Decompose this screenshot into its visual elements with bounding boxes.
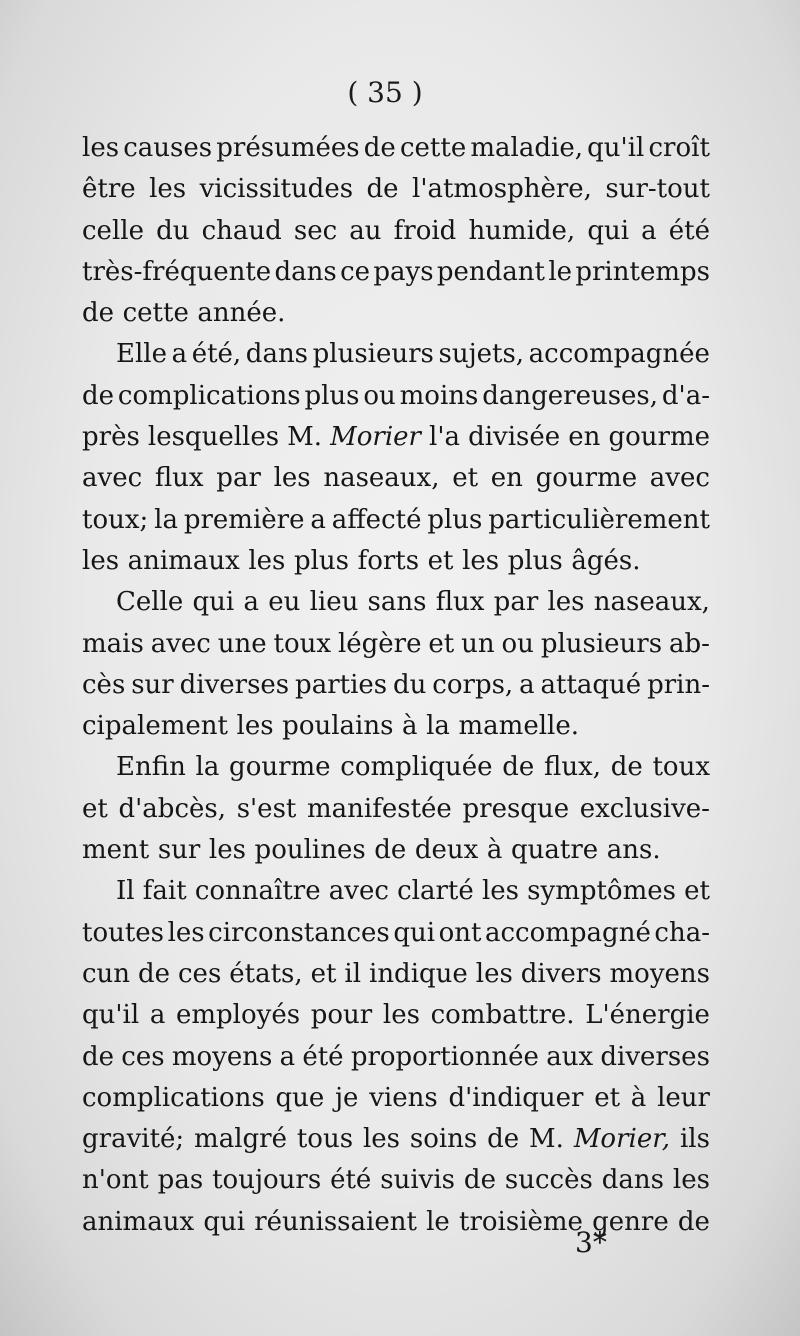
word: par	[216, 463, 261, 494]
word: deux	[414, 835, 479, 866]
word: par	[493, 587, 539, 618]
word: moyens	[171, 1041, 273, 1072]
word: Morier,	[573, 1124, 671, 1155]
word: un	[461, 628, 495, 659]
word: et	[452, 463, 479, 494]
word: moins	[399, 380, 479, 411]
word: de	[374, 835, 407, 866]
word: diverses	[179, 669, 290, 700]
word: une	[217, 628, 267, 659]
word: flux	[435, 587, 485, 618]
text-line	[82, 995, 710, 1036]
word: l'atmosphère,	[412, 174, 592, 205]
word: ce	[340, 256, 371, 287]
text-line	[82, 252, 710, 293]
word: plus	[304, 380, 360, 411]
word: ont	[438, 917, 482, 948]
word: flux,	[544, 752, 602, 783]
text-line	[82, 1078, 710, 1119]
word: aux	[546, 1041, 594, 1072]
word: Elle	[116, 339, 167, 370]
word: ment	[82, 835, 150, 866]
word: celle	[82, 215, 144, 246]
word: été,	[191, 339, 242, 370]
word: cette	[122, 298, 189, 329]
word: Il	[116, 876, 135, 907]
word: de	[363, 133, 396, 163]
text-line	[82, 376, 710, 417]
word: qu'il	[82, 1000, 140, 1031]
word: la	[426, 711, 450, 742]
word: de	[82, 1041, 115, 1072]
word: en	[490, 463, 523, 494]
word: les	[167, 917, 205, 948]
word: compliquée	[340, 752, 493, 783]
word: cès	[82, 669, 126, 700]
word: de	[610, 752, 643, 783]
word: qui	[192, 587, 235, 618]
word: de	[502, 752, 535, 783]
word: les	[547, 587, 585, 618]
word: légère	[337, 628, 422, 659]
page-number: ( 35 )	[347, 76, 423, 109]
word: la	[154, 504, 178, 535]
word: naseaux,	[323, 463, 440, 494]
body-text	[82, 128, 710, 1243]
word: pays	[373, 256, 434, 287]
word: à	[630, 1082, 647, 1113]
word: cun	[82, 958, 131, 989]
word: les	[82, 133, 120, 163]
word: clarté	[397, 876, 474, 907]
word: employés	[176, 1000, 301, 1031]
word: les	[273, 463, 311, 494]
word: d'abcès,	[118, 793, 227, 824]
word: réunissaient	[254, 1206, 417, 1237]
word: gourme	[229, 752, 331, 783]
word: sans	[367, 587, 427, 618]
word: symptômes	[527, 876, 676, 907]
text-line	[82, 334, 710, 375]
word: toux;	[82, 504, 149, 535]
word: de	[82, 298, 115, 329]
word: suivis	[380, 1165, 455, 1196]
word: circonstances	[208, 917, 390, 948]
word: accompagnée	[528, 339, 710, 370]
word: d'a-	[661, 380, 710, 411]
word: au	[349, 215, 382, 246]
text-line	[82, 582, 710, 623]
word: avec	[328, 876, 389, 907]
text-line	[82, 913, 710, 954]
word: a	[243, 587, 259, 618]
word: les	[248, 545, 286, 576]
word: soins	[409, 1124, 478, 1155]
word: qui	[587, 215, 630, 246]
word: M.	[529, 1124, 564, 1155]
word: affecté	[331, 504, 422, 535]
word: plus	[507, 545, 563, 576]
word: pendant	[436, 256, 545, 287]
word: troisième	[459, 1206, 583, 1237]
word: être	[82, 174, 136, 205]
word: près	[82, 422, 140, 453]
word: première	[183, 504, 305, 535]
word: plusieurs	[540, 628, 663, 659]
word: connaître	[194, 876, 321, 907]
word: lieu	[309, 587, 359, 618]
word: ces	[121, 1041, 165, 1072]
word: à	[402, 711, 418, 742]
word: attaqué	[540, 669, 642, 700]
word: divisée	[468, 422, 561, 453]
word: gourme	[608, 422, 710, 453]
word: vicissitudes	[199, 174, 354, 205]
word: parties	[295, 669, 388, 700]
word: pas	[157, 1165, 204, 1196]
word: divers	[520, 958, 602, 989]
text-line	[82, 706, 710, 747]
word: diverses	[600, 1041, 710, 1072]
text-line	[82, 1119, 710, 1160]
word: proportionnée	[350, 1041, 539, 1072]
word: qu'il	[587, 133, 645, 163]
word: a	[641, 215, 657, 246]
word: chaud	[201, 215, 282, 246]
word: forts	[357, 545, 420, 576]
word: toux	[652, 752, 710, 783]
word: de	[82, 380, 115, 411]
word: n'ont	[82, 1165, 149, 1196]
word: le	[548, 256, 573, 287]
word: ab-	[668, 628, 710, 659]
word: Morier	[330, 422, 421, 453]
text-line	[82, 541, 710, 582]
word: avec	[82, 463, 143, 494]
word: cette	[399, 133, 467, 163]
word: cipalement	[82, 711, 228, 742]
word: genre	[592, 1206, 669, 1237]
word: a	[279, 1041, 296, 1072]
word: avec	[649, 463, 710, 494]
word: à	[486, 835, 503, 866]
word: les	[475, 958, 513, 989]
word: les	[236, 711, 274, 742]
word: les	[208, 835, 246, 866]
word: en	[568, 422, 601, 453]
text-line	[82, 871, 710, 912]
word: froid	[393, 215, 457, 246]
word: a	[149, 1000, 166, 1031]
word: viens	[369, 1082, 438, 1113]
word: été	[668, 215, 710, 246]
word: et	[684, 876, 710, 907]
word: fait	[142, 876, 187, 907]
word: toux	[273, 628, 332, 659]
word: et	[428, 628, 455, 659]
word: cha-	[654, 917, 710, 948]
word: et	[310, 958, 337, 989]
word: de	[487, 1124, 520, 1155]
word: combattre.	[430, 1000, 575, 1031]
word: pour	[310, 1000, 373, 1031]
word: mais	[82, 628, 144, 659]
word: manifestée	[307, 793, 452, 824]
word: les	[82, 545, 120, 576]
word: les	[672, 1165, 710, 1196]
word: Celle	[116, 587, 184, 618]
word: âgés.	[571, 545, 641, 576]
word: plus	[427, 504, 483, 535]
text-line	[82, 211, 710, 252]
text-line	[82, 789, 710, 830]
word: été	[302, 1041, 344, 1072]
word: gourme	[535, 463, 638, 494]
word: particulièrement	[488, 504, 710, 535]
word: a	[310, 504, 326, 535]
word: ans.	[606, 835, 661, 866]
word: a	[519, 669, 535, 700]
word: animaux	[82, 1206, 195, 1237]
word: présumées	[216, 133, 360, 163]
word: printemps	[575, 256, 710, 287]
word: les	[149, 174, 187, 205]
text-line	[82, 128, 710, 169]
word: moyens	[609, 958, 710, 989]
text-line	[82, 954, 710, 995]
word: humide,	[468, 215, 576, 246]
word: je	[335, 1082, 359, 1113]
word: leur	[657, 1082, 710, 1113]
word: le	[426, 1206, 450, 1237]
text-line	[82, 747, 710, 788]
word: les	[382, 1000, 420, 1031]
word: de	[463, 1165, 496, 1196]
word: mamelle.	[458, 711, 579, 742]
word: ces	[178, 958, 222, 989]
word: succès	[504, 1165, 593, 1196]
word: plusieurs	[312, 339, 434, 370]
word: sur	[131, 669, 174, 700]
word: année.	[197, 298, 286, 329]
word: exclusive-	[579, 793, 710, 824]
word: il	[344, 958, 362, 989]
text-line	[82, 1160, 710, 1201]
word: qui	[203, 1206, 246, 1237]
word: maladie,	[470, 133, 583, 163]
word: que	[275, 1082, 325, 1113]
word: poulains	[282, 711, 394, 742]
word: les	[462, 545, 500, 576]
word: états,	[229, 958, 303, 989]
word: croît	[648, 133, 710, 163]
word: ils	[679, 1124, 710, 1155]
word: de	[366, 174, 399, 205]
text-line	[82, 500, 710, 541]
word: dans	[245, 339, 309, 370]
word: ou	[363, 380, 396, 411]
word: d'indiquer	[448, 1082, 584, 1113]
word: causes	[123, 133, 213, 163]
word: lesquelles	[147, 422, 280, 453]
text-line	[82, 830, 710, 871]
word: presque	[462, 793, 570, 824]
text-line	[82, 169, 710, 210]
word: avec	[150, 628, 211, 659]
word: dans	[274, 256, 337, 287]
text-line	[82, 293, 710, 334]
text-line	[82, 624, 710, 665]
word: Enfin	[116, 752, 186, 783]
word: quatre	[511, 835, 599, 866]
word: du	[156, 215, 190, 246]
word: toujours	[212, 1165, 322, 1196]
text-line	[82, 417, 710, 458]
word: dans	[601, 1165, 664, 1196]
word: poulines	[254, 835, 366, 866]
word: gravité;	[82, 1124, 185, 1155]
word: et	[82, 793, 108, 824]
word: corps,	[432, 669, 514, 700]
word: complications	[82, 1082, 265, 1113]
word: complications	[117, 380, 301, 411]
word: tous	[296, 1124, 354, 1155]
word: prin-	[647, 669, 710, 700]
word: L'énergie	[585, 1000, 710, 1031]
text-line	[82, 1202, 710, 1243]
word: ou	[501, 628, 534, 659]
word: a	[171, 339, 188, 370]
word: plus	[293, 545, 349, 576]
word: sujets,	[438, 339, 525, 370]
word: s'est	[236, 793, 297, 824]
word: très-fréquente	[82, 256, 272, 287]
word: M.	[287, 422, 323, 453]
word: et	[594, 1082, 621, 1113]
text-line	[82, 665, 710, 706]
word: sur	[157, 835, 201, 866]
word: de	[677, 1206, 710, 1237]
word: naseaux,	[593, 587, 710, 618]
word: eu	[268, 587, 301, 618]
word: du	[393, 669, 427, 700]
word: les	[362, 1124, 400, 1155]
word: dangereuses,	[482, 380, 659, 411]
word: indique	[369, 958, 468, 989]
word: toutes	[82, 917, 165, 948]
word: sur-tout	[605, 174, 710, 205]
text-line	[82, 1037, 710, 1078]
word: été	[330, 1165, 372, 1196]
word: de	[138, 958, 171, 989]
word: la	[195, 752, 220, 783]
word: accompagné	[484, 917, 651, 948]
text-line	[82, 458, 710, 499]
word: animaux	[127, 545, 240, 576]
word: qui	[393, 917, 436, 948]
word: les	[481, 876, 519, 907]
word: malgré	[194, 1124, 287, 1155]
signature-mark: 3*	[575, 1226, 607, 1259]
word: flux	[154, 463, 204, 494]
word: et	[427, 545, 454, 576]
word: sec	[293, 215, 338, 246]
word: l'a	[429, 422, 461, 453]
